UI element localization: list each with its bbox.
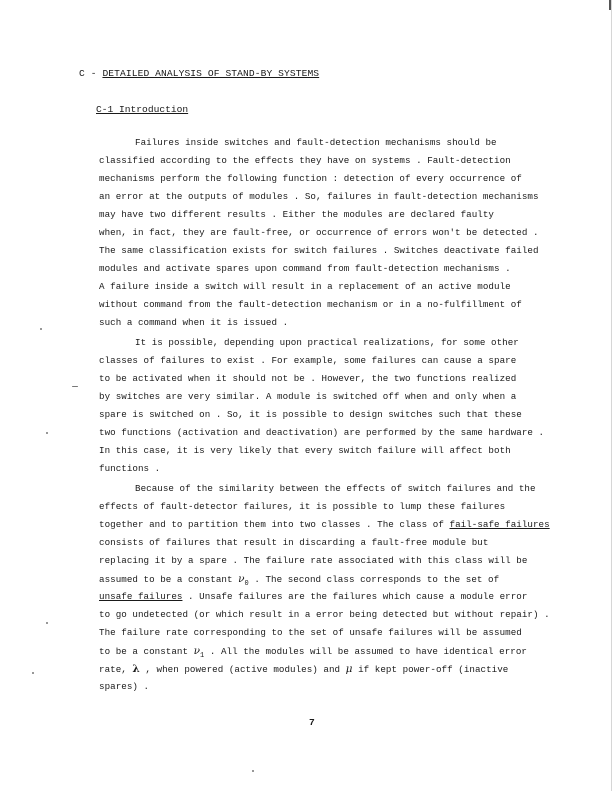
fail-safe-term: fail-safe failures (449, 519, 550, 530)
section-heading-title: DETAILED ANALYSIS OF STAND-BY SYSTEMS (102, 68, 320, 79)
text-line: It is possible, depending upon practical realizations, for some other (135, 337, 519, 348)
nu-subscript-1: 1 (200, 652, 205, 660)
text-line: to go undetected (or which result in a error being detected but without repair) . (99, 609, 550, 620)
text-line: without command from the fault-detection mechanism or in a no-fulfillment of (99, 299, 522, 310)
text-line: by switches are very similar. A module is switched off when and only when a (99, 391, 517, 402)
scan-speck (32, 672, 34, 674)
text-line: consists of failures that result in discarding a fault-free module but (99, 537, 489, 548)
text-line-segment: if kept power-off (inactive (352, 664, 509, 675)
text-line-segment: to be a constant (99, 646, 194, 657)
text-line-segment: . The second class corresponds to the set of (248, 574, 500, 585)
text-line-segment: , when powered (active modules) and (139, 664, 346, 675)
text-line: Failures inside switches and fault-detection mechanisms should be (135, 137, 497, 148)
mu-symbol: μ (345, 663, 353, 675)
page-number: 7 (309, 717, 315, 728)
text-line (99, 645, 527, 660)
scan-speck (252, 770, 254, 772)
section-heading (79, 68, 319, 79)
text-line-segment: . Unsafe failures are the failures which cause a module error (182, 591, 528, 602)
text-line: effects of fault-detector failures, it is possible to lump these failures (99, 501, 506, 512)
text-line: spares) . (99, 681, 150, 692)
text-line: an error at the outputs of modules . So, failures in fault-detection mechanisms (99, 191, 539, 202)
nu-subscript-0: 0 (244, 580, 249, 588)
text-line-segment: . All the modules will be assumed to have identical error (204, 646, 527, 657)
scan-speck (46, 432, 48, 434)
text-line: A failure inside a switch will result in a replacement of an active module (99, 281, 511, 292)
unsafe-term: unsafe failures (99, 591, 183, 602)
scan-speck (46, 622, 48, 624)
text-line: classified according to the effects they have on systems . Fault-detection (99, 155, 511, 166)
text-line-segment: rate, (99, 664, 133, 675)
text-line: functions . (99, 463, 161, 474)
nu-symbol: ν (238, 573, 245, 585)
text-line: The same classification exists for switch failures . Switches deactivate failed (99, 245, 539, 256)
text-line (99, 591, 527, 602)
text-line: The failure rate corresponding to the set of unsafe failures will be assumed (99, 627, 522, 638)
text-line: when, in fact, they are fault-free, or occurrence of errors won't be detected . (99, 227, 539, 238)
section-heading-prefix: C - (79, 68, 103, 79)
text-line: Because of the similarity between the effects of switch failures and the (135, 483, 536, 494)
text-line: modules and activate spares upon command from fault-detection mechanisms . (99, 263, 511, 274)
nu-symbol: ν (193, 645, 201, 657)
scan-speck (72, 386, 78, 387)
text-line (99, 573, 499, 588)
text-line (99, 663, 508, 675)
text-line-segment: together and to partition them into two classes . The class of (99, 519, 450, 530)
text-line (99, 519, 550, 530)
text-line: such a command when it is issued . (99, 317, 289, 328)
lambda-symbol: λ (132, 663, 140, 675)
text-line: spare is switched on . So, it is possible to design switches such that these (99, 409, 522, 420)
subsection-heading: C-1 Introduction (96, 104, 189, 115)
text-line: replacing it by a spare . The failure rate associated with this class will be (99, 555, 528, 566)
text-line: classes of failures to exist . For example, some failures can cause a spare (99, 355, 517, 366)
text-line: to be activated when it should not be . However, the two functions realized (99, 373, 517, 384)
text-line-segment: assumed to be a constant (99, 574, 239, 585)
scan-speck (40, 328, 42, 330)
text-line: two functions (activation and deactivation) are performed by the same hardware . (99, 427, 545, 438)
text-line: mechanisms perform the following function : detection of every occurrence of (99, 173, 522, 184)
text-line: may have two different results . Either the modules are declared faulty (99, 209, 495, 220)
text-line: In this case, it is very likely that every switch failure will affect both (99, 445, 511, 456)
